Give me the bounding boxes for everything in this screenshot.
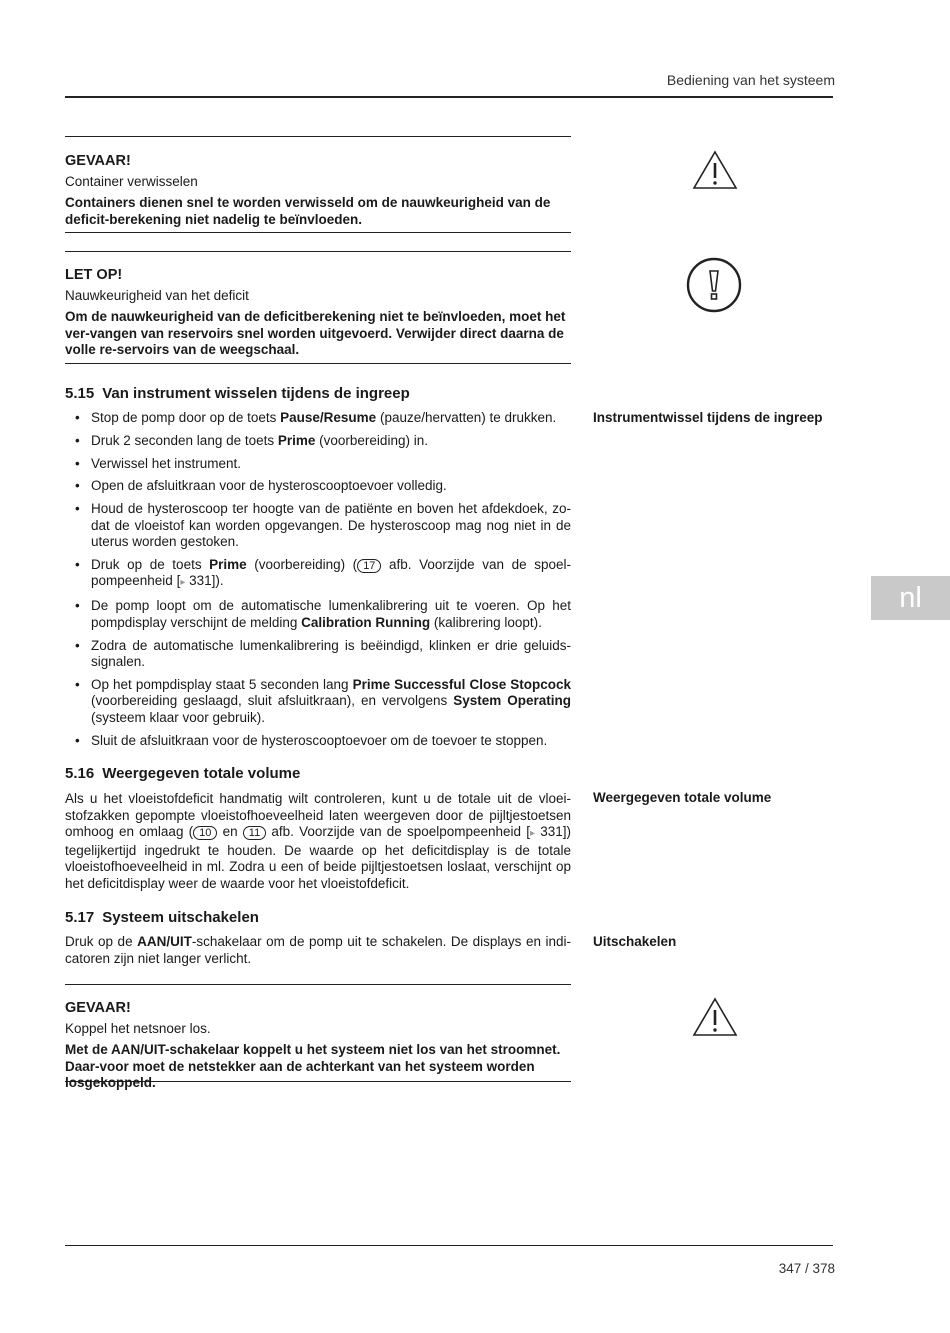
callout-number: 17 (357, 559, 381, 573)
language-tab: nl (871, 576, 950, 620)
list-item: • Verwissel het instrument. (75, 455, 242, 471)
section-number: 5.15 (65, 385, 95, 402)
list-item: • Zodra de automatische lumenkalibrering is beëindigd, klinken er drie geluids-signalen. (75, 637, 571, 670)
footer-rule (65, 1245, 833, 1246)
notice-box-container (65, 251, 571, 364)
cross-ref-arrow-icon: ▸ (530, 828, 536, 839)
list-item: • Druk op de toets Prime (voorbereiding) ( 17 afb. Voorzijde van de spoel-pompeenheid [▸ 331]). (75, 556, 572, 589)
list-item: • De pomp loopt om de automatische lumenkalibrering uit te voeren. Op het pompdisplay verschijnt de melding Calibration Running (kalibrering loopt). (75, 598, 571, 630)
section-number: 5.17 (65, 909, 95, 926)
section-number: 5.16 (65, 765, 95, 782)
list-item: • Houd de hysteroscoop ter hoogte van de patiënte en boven het afdekdoek, zo-dat de vloeistof kan worden opgevangen. De hysteroscoop mag nog niet in de uterus worden gestoken. (75, 501, 571, 550)
side-label-volume: Weergegeven totale volume (593, 790, 772, 805)
danger-box-container (65, 136, 571, 233)
side-label-shutdown: Uitschakelen (593, 934, 677, 949)
list-item: • Op het pompdisplay staat 5 seconden lang Prime Successful Close Stopcock (voorbereiding geslaagd, sluit afsluitkraan), en vervolgens System Operating (systeem klaar voor gebruik). (75, 676, 571, 725)
callout-number: 11 (243, 826, 266, 840)
danger-body: Containers dienen snel te worden verwisseld om de nauwkeurigheid van de deficit-berekening niet nadelig te beïnvloeden. (65, 195, 551, 227)
instrument-steps-list (65, 410, 571, 755)
list-item: • Open de afsluitkraan voor de hysteroscooptoevoer volledig. (75, 478, 447, 494)
volume-paragraph: Als u het vloeistofdeficit handmatig wilt controleren, kunt u de totale uit de vloei-stofzakken gepompte vloeistofhoeveelheid laten weergeven door de pijltjestoetsen omhoog en omlaag ( 10 en 11 afb. Voorzijde van de spoelpompeenheid [▸ 331]) tegelijkertijd ingedrukt te houden. De waarde op het deficitdisplay is de totale vloeistofhoeveelheid in ml. Zodra u een of beide pijltjestoetsen loslaat, verschijnt op het deficitdisplay weer de waarde voor het vloeistofdeficit. (65, 791, 571, 891)
danger-title: GEVAAR! (65, 153, 131, 169)
section-5-16-heading (65, 765, 300, 782)
list-item: • Druk 2 seconden lang de toets Prime (voorbereiding) in. (75, 432, 428, 448)
danger-body: Met de AAN/UIT-schakelaar koppelt u het systeem niet los van het stroomnet. Daar-voor moet de netstekker aan de achterkant van het systeem worden losgekoppeld. (65, 1042, 561, 1090)
running-header: Bediening van het systeem (666, 72, 835, 88)
shutdown-paragraph: Druk op de AAN/UIT-schakelaar om de pomp uit te schakelen. De displays en indi-catoren zijn niet langer verlicht. (65, 934, 571, 966)
danger-title: GEVAAR! (65, 1000, 131, 1016)
section-title: Van instrument wisselen tijdens de ingreep (102, 385, 410, 402)
notice-body: Om de nauwkeurigheid van de deficitberekening niet te beïnvloeden, moet het ver-vangen van reservoirs snel worden uitgevoerd. Verwijder direct daarna de volle re-servoirs van de weegschaal. (65, 309, 566, 357)
section-title: Systeem uitschakelen (102, 909, 259, 926)
danger-subtitle: Container verwisselen (65, 174, 198, 189)
page-number: 347 / 378 (778, 1261, 835, 1276)
notice-title: LET OP! (65, 267, 123, 283)
section-title: Weergegeven totale volume (102, 765, 301, 782)
list-item: • Stop de pomp door op de toets Pause/Resume (pauze/hervatten) te drukken. (75, 410, 557, 425)
header-rule (65, 96, 833, 98)
danger-box-container (65, 984, 571, 1090)
side-label-instrument: Instrumentwissel tijdens de ingreep (593, 410, 823, 425)
callout-number: 10 (193, 826, 217, 840)
notice-circle-icon (686, 257, 742, 313)
danger-subtitle: Koppel het netsnoer los. (65, 1021, 211, 1036)
section-5-15-heading (65, 385, 410, 402)
cross-ref-arrow-icon: ▸ (180, 577, 186, 589)
notice-subtitle: Nauwkeurigheid van het deficit (65, 288, 249, 303)
section-5-17-heading (65, 909, 259, 926)
list-item: • Sluit de afsluitkraan voor de hysteroscooptoevoer om de toevoer te stoppen. (75, 732, 548, 748)
warning-triangle-icon (692, 150, 738, 190)
warning-triangle-icon (692, 997, 738, 1037)
